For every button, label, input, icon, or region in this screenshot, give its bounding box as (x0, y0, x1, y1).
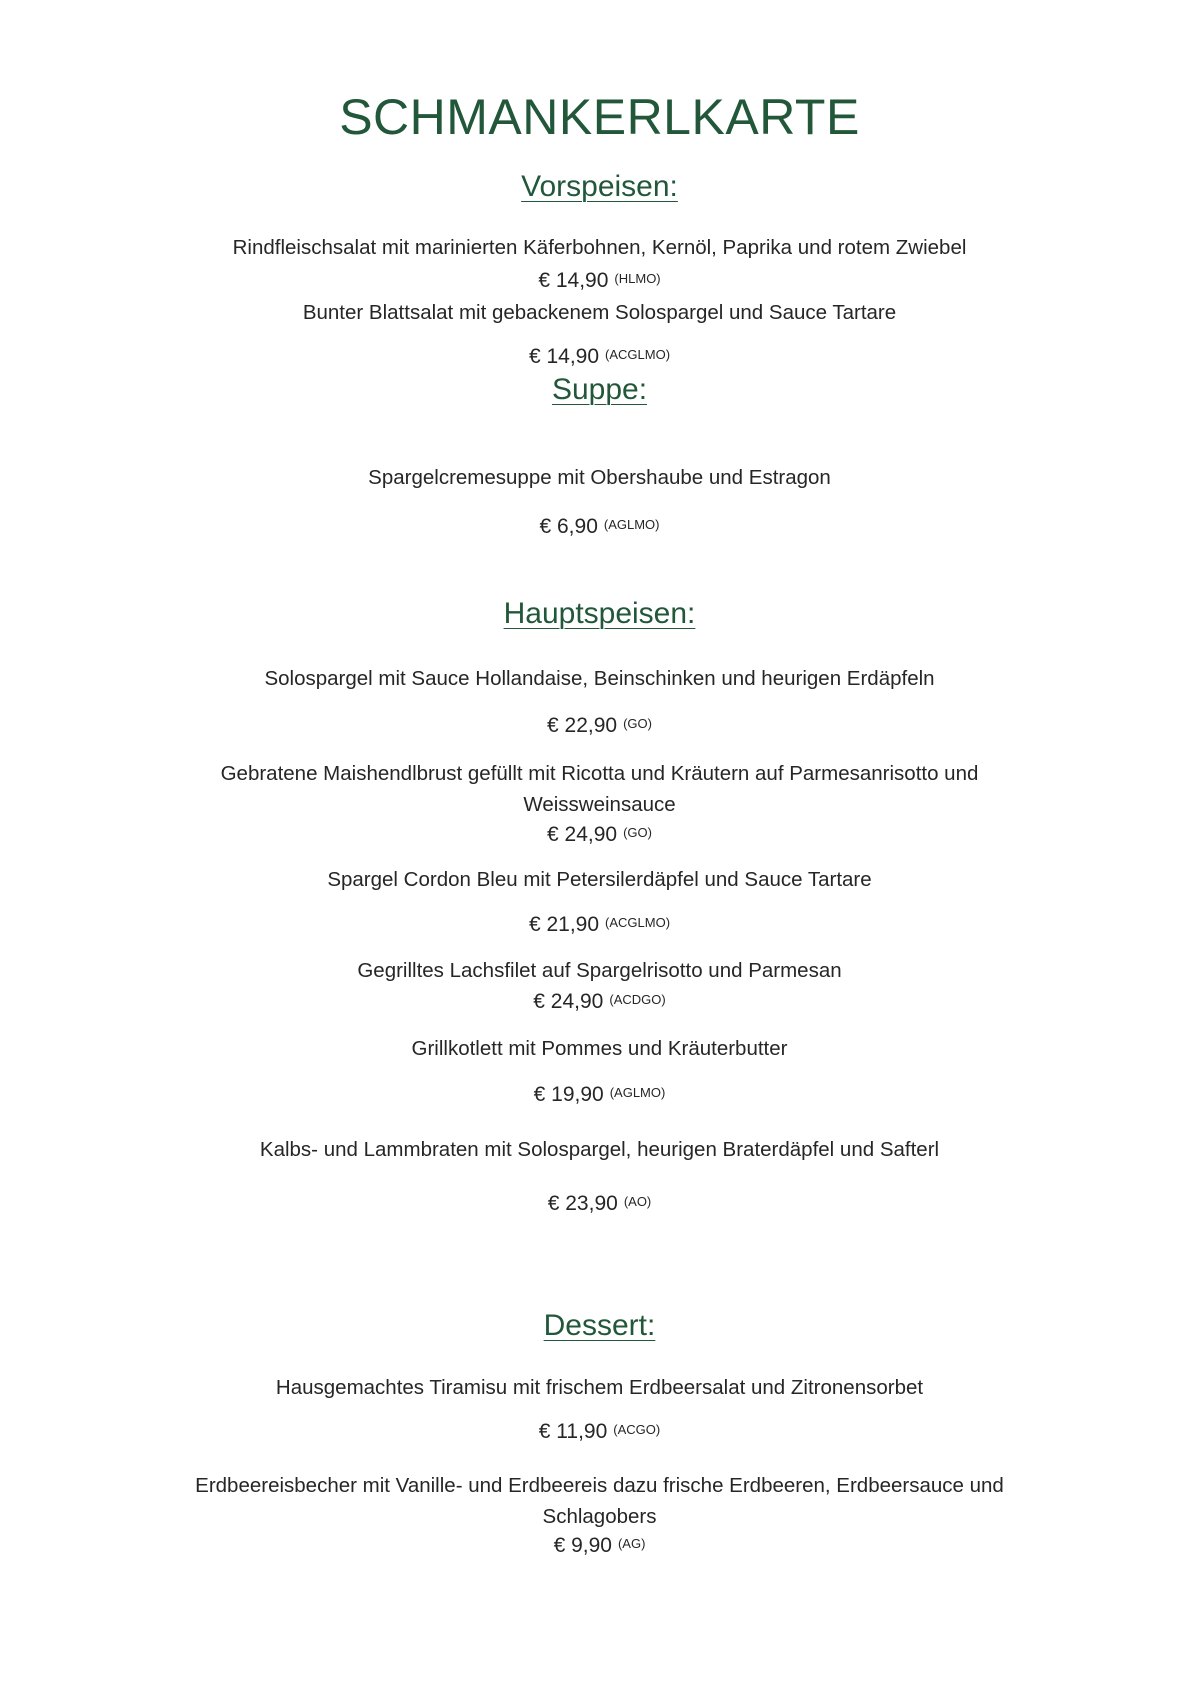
dish-name: Erdbeereisbecher mit Vanille- und Erdbeereis dazu frische Erdbeeren, Erdbeersauce und (195, 1474, 1004, 1497)
dish-price: € 22,90 (547, 714, 618, 737)
dish-price: € 24,90 (547, 823, 618, 846)
allergen-codes: (ACGLMO) (605, 915, 671, 930)
dish-name: Gebratene Maishendlbrust gefüllt mit Ricotta und Kräutern auf Parmesanrisotto und (220, 762, 979, 785)
allergen-codes: (AGLMO) (603, 517, 660, 532)
section-heading-dessert: Dessert: (543, 1309, 656, 1342)
dish-price-line (0, 511, 1199, 541)
dish-price-line (0, 909, 1199, 939)
dish-name-continued: Schlagobers (542, 1505, 657, 1528)
dish-price: € 14,90 (538, 269, 609, 292)
dish-price-line (0, 819, 1199, 849)
dish-name-continued: Weissweinsauce (523, 793, 676, 816)
dish-name: Bunter Blattsalat mit gebackenem Solospargel und Sauce Tartare (302, 301, 897, 324)
dish-name: Rindfleischsalat mit marinierten Käferbohnen, Kernöl, Paprika und rotem Zwiebel (232, 236, 967, 259)
dish-price-line (0, 1188, 1199, 1218)
allergen-codes: (ACGO) (613, 1422, 661, 1437)
dish-name: Spargel Cordon Bleu mit Petersilerdäpfel und Sauce Tartare (327, 868, 872, 891)
section-heading-suppe: Suppe: (551, 373, 648, 406)
dish-price: € 21,90 (528, 913, 600, 936)
section-heading-hauptspeisen: Hauptspeisen: (503, 597, 696, 630)
allergen-codes: (ACGLMO) (605, 347, 671, 362)
dish-name: Gegrilltes Lachsfilet auf Spargelrisotto und Parmesan (357, 959, 842, 982)
dish-price: € 6,90 (539, 515, 598, 538)
menu-title: SCHMANKERLKARTE (339, 89, 860, 145)
dish-price: € 24,90 (533, 990, 604, 1013)
allergen-codes: (AG) (617, 1536, 646, 1551)
dish-price-line (0, 1416, 1199, 1446)
dish-name: Grillkotlett mit Pommes und Kräuterbutter (411, 1037, 788, 1060)
allergen-codes: (HLMO) (614, 271, 661, 286)
allergen-codes: (ACDGO) (609, 992, 666, 1007)
dish-price-line (0, 1530, 1199, 1560)
dish-price-line (0, 265, 1199, 295)
dish-name: Spargelcremesuppe mit Obershaube und Estragon (368, 466, 831, 489)
dish-price: € 14,90 (528, 345, 600, 368)
dish-price-line (0, 986, 1199, 1016)
dish-price: € 23,90 (547, 1192, 618, 1215)
dish-price-line (0, 710, 1199, 740)
allergen-codes: (AO) (623, 1194, 652, 1209)
allergen-codes: (GO) (623, 716, 652, 731)
dish-name: Kalbs- und Lammbraten mit Solospargel, heurigen Braterdäpfel und Safterl (259, 1138, 940, 1161)
dish-name: Solospargel mit Sauce Hollandaise, Beinschinken und heurigen Erdäpfeln (264, 667, 935, 690)
dish-price-line (0, 1079, 1199, 1109)
dish-name: Hausgemachtes Tiramisu mit frischem Erdbeersalat und Zitronensorbet (275, 1376, 924, 1399)
dish-price: € 19,90 (533, 1083, 604, 1106)
dish-price: € 9,90 (553, 1534, 612, 1557)
dish-price-line (0, 341, 1199, 371)
allergen-codes: (AGLMO) (609, 1085, 666, 1100)
allergen-codes: (GO) (623, 825, 652, 840)
dish-price: € 11,90 (538, 1420, 608, 1443)
section-heading-vorspeisen: Vorspeisen: (521, 170, 678, 203)
